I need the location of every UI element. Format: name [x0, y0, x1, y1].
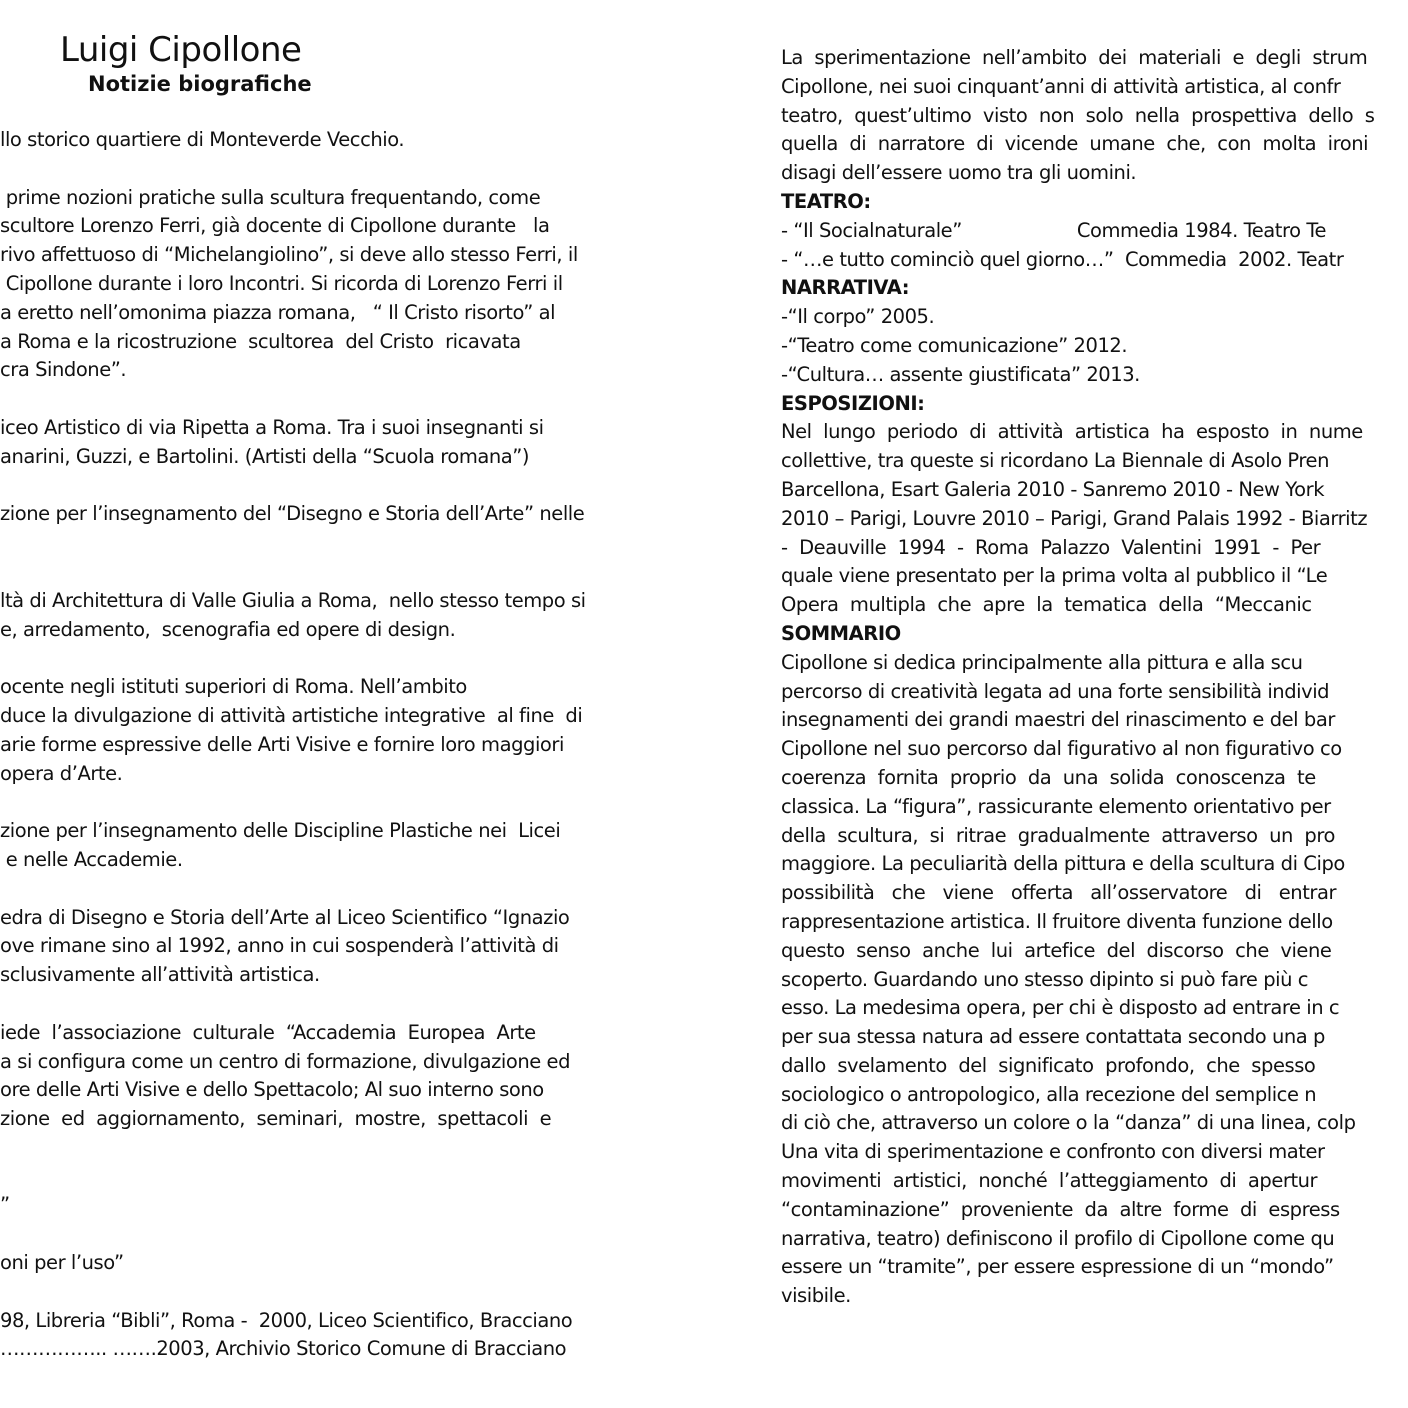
left-column-line: e, arredamento, scenografia ed opere di design. [0, 617, 456, 641]
left-column-line [0, 385, 640, 414]
left-column-line: e nelle Accademie. [0, 847, 183, 871]
left-column-line: a si configura come un centro di formazione, divulgazione ed [0, 1049, 571, 1073]
left-column-line [0, 155, 640, 184]
left-column-line: ” [0, 1193, 10, 1217]
left-column-line: sclusivamente all’attività artistica. [0, 963, 320, 987]
right-column-line: insegnamenti dei grandi maestri del rinascimento e del bar [781, 708, 1335, 732]
left-column-line: rivo affettuoso di “Michelangiolino”, si deve allo stesso Ferri, il [0, 243, 578, 267]
left-column-line: llo storico quartiere di Monteverde Vecchio. [0, 128, 405, 151]
left-column-line: edra di Disegno e Storia dell’Arte al Liceo Scientifico “Ignazio [0, 905, 570, 929]
right-column-line: -“Teatro come comunicazione” 2012. [781, 333, 1128, 357]
left-column-line [0, 990, 640, 1019]
right-column-line: classica. La “figura”, rassicurante elemento orientativo per [781, 794, 1331, 818]
left-column-line: a Roma e la ricostruzione scultorea del Cristo ricavata [0, 329, 521, 353]
right-column-line: Barcellona, Esart Galeria 2010 - Sanremo 2010 - New York [781, 477, 1325, 501]
right-column-line: SOMMARIO [781, 621, 901, 645]
left-column-line: zione per l’insegnamento delle Discipline Plastiche nei Licei [0, 819, 561, 843]
right-column-line: NARRATIVA: [781, 276, 910, 300]
right-column-line: “contaminazione” proveniente da altre forme di espress [781, 1197, 1340, 1221]
right-column-line: Cipollone, nei suoi cinquant’anni di attività artistica, al confr [781, 74, 1341, 98]
left-column-line: iede l’associazione culturale “Accademia Europea Arte [0, 1020, 536, 1044]
right-column-line: -“Cultura… assente giustificata” 2013. [781, 362, 1140, 386]
page-title: Luigi Cipollone [60, 30, 302, 70]
left-column-line: opera d’Arte. [0, 761, 123, 785]
left-column-line: scultore Lorenzo Ferri, già docente di Cipollone durante la [0, 214, 550, 238]
right-column-line: teatro, quest’ultimo visto non solo nella prospettiva dello s [781, 103, 1375, 127]
right-column-line: questo senso anche lui artefice del discorso che viene [781, 938, 1332, 962]
left-text-column [0, 126, 640, 1364]
right-column-line: 2010 – Parigi, Louvre 2010 – Parigi, Grand Palais 1992 - Biarritz [781, 506, 1368, 530]
right-column-line: visibile. [781, 1284, 851, 1308]
left-column-line: …………….. …….2003, Archivio Storico Comune di Bracciano [0, 1337, 567, 1361]
right-column-line: collettive, tra queste si ricordano La Biennale di Asolo Pren [781, 449, 1329, 473]
left-column-line [0, 788, 640, 817]
right-column-line: -“Il corpo” 2005. [781, 305, 935, 329]
right-column-line: maggiore. La peculiarità della pittura e della scultura di Cipo [781, 852, 1345, 876]
right-column-line: essere un “tramite”, per essere espressione di un “mondo” [781, 1255, 1334, 1279]
left-column-line: arie forme espressive delle Arti Visive e fornire loro maggiori [0, 732, 564, 756]
right-column-line: scoperto. Guardando uno stesso dipinto si può fare più c [781, 967, 1309, 991]
right-column-line: TEATRO: [781, 189, 871, 213]
right-column-line: - “…e tutto cominciò quel giorno…” Commedia 2002. Teatr [781, 247, 1344, 271]
page-subtitle: Notizie biografiche [88, 72, 312, 96]
right-column-line: coerenza fornita proprio da una solida conoscenza te [781, 765, 1316, 789]
left-column-line: zione per l’insegnamento del “Disegno e Storia dell’Arte” nelle [0, 502, 585, 526]
right-column-line: esso. La medesima opera, per chi è disposto ad entrare in c [781, 996, 1340, 1020]
right-column-line: Cipollone nel suo percorso dal figurativo al non figurativo co [781, 737, 1342, 761]
right-column-line: ESPOSIZIONI: [781, 391, 925, 415]
left-column-line [0, 875, 640, 904]
left-column-line: ore delle Arti Visive e dello Spettacolo; Al suo interno sono [0, 1078, 544, 1102]
left-column-line: ltà di Architettura di Valle Giulia a Roma, nello stesso tempo si [0, 588, 586, 612]
right-column-line: disagi dell’essere uomo tra gli uomini. [781, 161, 1137, 185]
right-column-line: possibilità che viene offerta all’osservatore di entrar [781, 881, 1337, 905]
right-column-line: Cipollone si dedica principalmente alla pittura e alla scu [781, 650, 1303, 674]
left-column-line: cra Sindone”. [0, 358, 127, 382]
left-column-line [0, 1163, 640, 1192]
right-column-line: La sperimentazione nell’ambito dei materiali e degli strum [781, 46, 1368, 69]
right-column-line: quella di narratore di vicende umane che, con molta ironi [781, 132, 1369, 156]
left-column-line: iceo Artistico di via Ripetta a Roma. Tra i suoi insegnanti si [0, 415, 544, 439]
left-column-line [0, 1220, 640, 1249]
right-column-line: percorso di creatività legata ad una forte sensibilità individ [781, 679, 1330, 703]
right-text-column [781, 44, 1408, 1311]
left-column-line [0, 1278, 640, 1307]
left-column-line [0, 472, 640, 501]
right-column-line: di ciò che, attraverso un colore o la “danza” di una linea, colp [781, 1111, 1356, 1135]
left-column-line [0, 558, 640, 587]
left-column-line: a eretto nell’omonima piazza romana, “ Il Cristo risorto” al [0, 300, 556, 324]
right-column-line: per sua stessa natura ad essere contattata secondo una p [781, 1025, 1325, 1049]
right-column-line: - Deauville 1994 - Roma Palazzo Valentini 1991 - Per [781, 535, 1321, 559]
left-column-line [0, 644, 640, 673]
right-column-line: rappresentazione artistica. Il fruitore diventa funzione dello [781, 909, 1333, 933]
right-column-line: sociologico o antropologico, alla recezione del semplice n [781, 1082, 1317, 1106]
left-column-line: 98, Libreria “Bibli”, Roma - 2000, Liceo Scientifico, Bracciano [0, 1308, 573, 1332]
right-column-line: movimenti artistici, nonché l’atteggiamento di apertur [781, 1169, 1318, 1193]
right-column-line: dallo svelamento del significato profondo, che spesso [781, 1053, 1316, 1077]
left-column-line: zione ed aggiornamento, seminari, mostre, spettacoli e [0, 1107, 552, 1131]
right-column-line: quale viene presentato per la prima volta al pubblico il “Le [781, 564, 1328, 588]
right-column-line: Opera multipla che apre la tematica della “Meccanic [781, 593, 1312, 617]
left-column-line: oni per l’uso” [0, 1251, 124, 1275]
left-column-line: duce la divulgazione di attività artistiche integrative al fine di [0, 703, 583, 727]
left-column-line [0, 1134, 640, 1163]
right-column-line: Nel lungo periodo di attività artistica ha esposto in nume [781, 420, 1363, 444]
left-column-line: ove rimane sino al 1992, anno in cui sospenderà l’attività di [0, 934, 559, 958]
right-column-line: Una vita di sperimentazione e confronto con diversi mater [781, 1140, 1325, 1164]
left-column-line: anarini, Guzzi, e Bartolini. (Artisti della “Scuola romana”) [0, 444, 530, 468]
right-column-line: della scultura, si ritrae gradualmente attraverso un pro [781, 823, 1335, 847]
left-column-line: Cipollone durante i loro Incontri. Si ricorda di Lorenzo Ferri il [0, 271, 563, 295]
right-column-line: narrativa, teatro) definiscono il profilo di Cipollone come qu [781, 1226, 1335, 1250]
left-column-line: ocente negli istituti superiori di Roma. Nell’ambito [0, 675, 467, 699]
left-column-line: prime nozioni pratiche sulla scultura frequentando, come [0, 185, 541, 209]
right-column-line: - “Il Socialnaturale” Commedia 1984. Teatro Te [781, 218, 1327, 242]
left-column-line [0, 529, 640, 558]
